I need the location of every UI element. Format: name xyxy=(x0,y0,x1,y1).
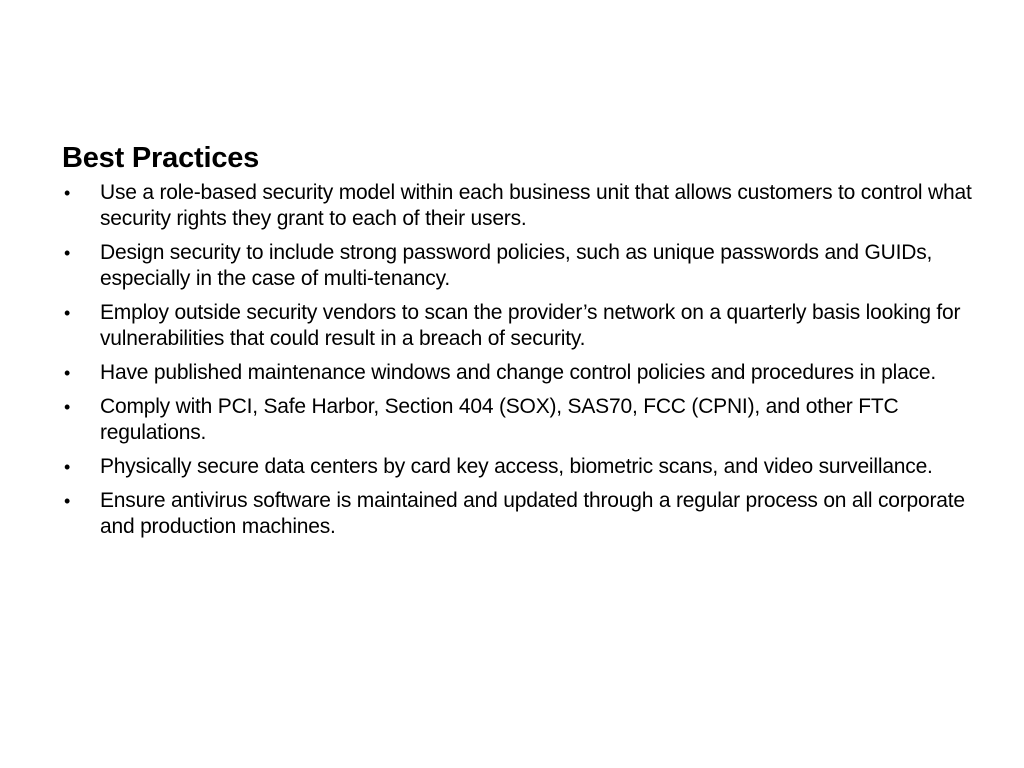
bullet-item xyxy=(62,488,972,540)
bullet-icon: • xyxy=(64,457,71,477)
slide-content xyxy=(62,138,972,548)
bullet-icon: • xyxy=(64,363,71,383)
bullet-item xyxy=(62,394,972,446)
bullet-item xyxy=(62,240,972,292)
bullet-text: Design security to include strong password policies, such as unique passwords and GUIDs, especially in the case of multi-tenancy. xyxy=(100,241,933,290)
bullet-text: Have published maintenance windows and change control policies and procedures in place. xyxy=(100,361,936,384)
bullet-text: Physically secure data centers by card key access, biometric scans, and video surveillance. xyxy=(100,455,933,478)
bullet-icon: • xyxy=(64,491,71,511)
slide-heading: Best Practices xyxy=(62,142,260,174)
bullet-item xyxy=(62,360,972,386)
bullet-text: Employ outside security vendors to scan the provider’s network on a quarterly basis looking for vulnerabilities that could result in a breach of security. xyxy=(100,301,961,350)
bullet-text: Comply with PCI, Safe Harbor, Section 404 (SOX), SAS70, FCC (CPNI), and other FTC regulations. xyxy=(100,395,899,444)
bullet-item xyxy=(62,180,972,232)
bullet-list xyxy=(62,180,972,540)
bullet-icon: • xyxy=(64,303,71,323)
bullet-item xyxy=(62,454,972,480)
bullet-text: Ensure antivirus software is maintained and updated through a regular process on all corporate and production machines. xyxy=(100,489,965,538)
bullet-text: Use a role-based security model within each business unit that allows customers to control what security rights they grant to each of their users. xyxy=(100,181,972,230)
bullet-item xyxy=(62,300,972,352)
bullet-icon: • xyxy=(64,243,71,263)
bullet-icon: • xyxy=(64,397,71,417)
bullet-icon: • xyxy=(64,183,71,203)
